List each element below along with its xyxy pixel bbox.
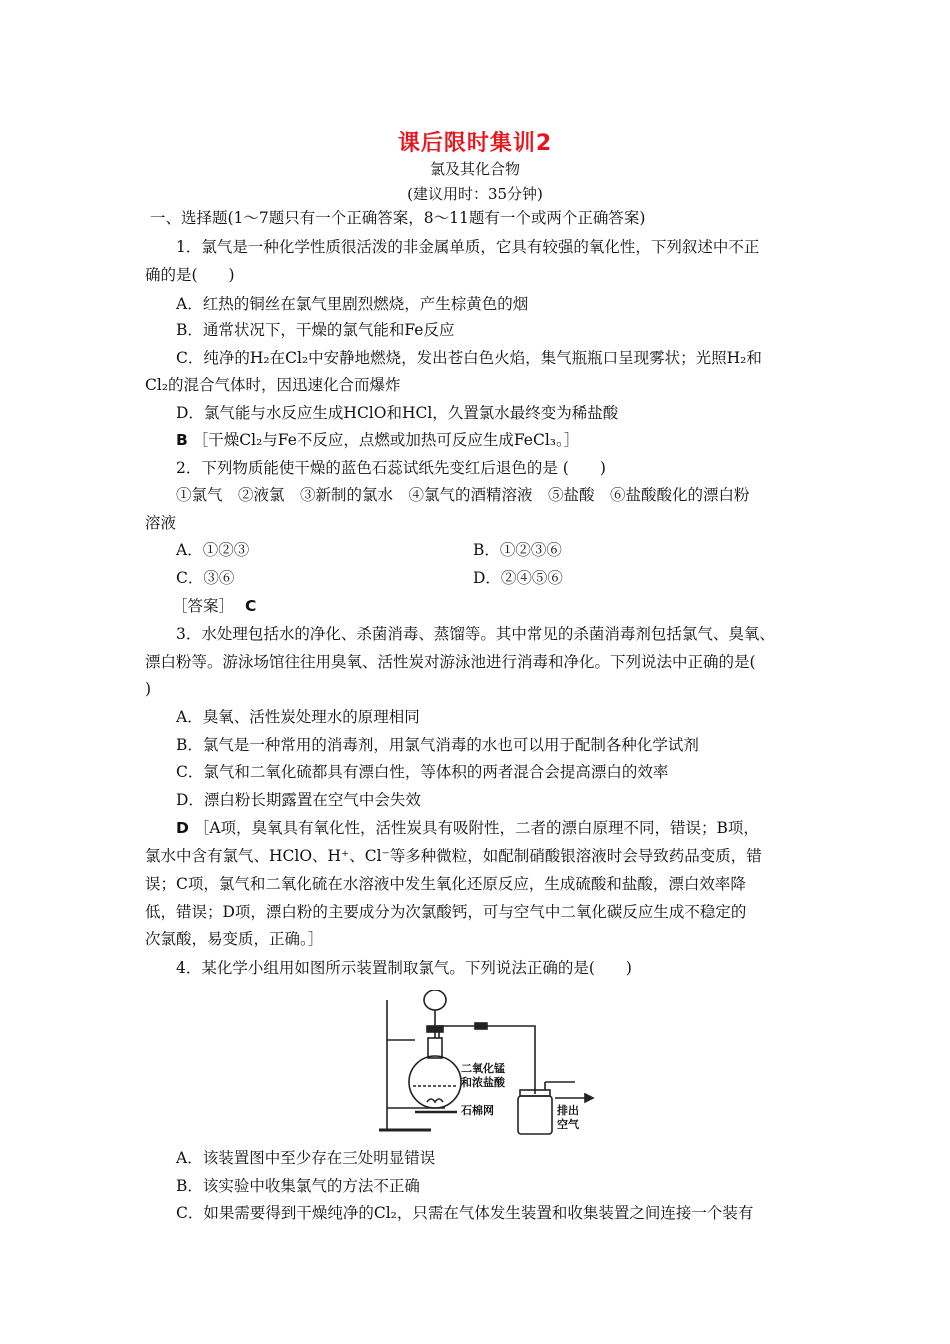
q2-stem: 2．下列物质能使干燥的蓝色石蕊试纸先变红后退色的是 ( ) — [176, 459, 606, 477]
flask-neck — [428, 1038, 442, 1058]
funnel-stopcock — [427, 1026, 443, 1032]
q3-answer — [176, 816, 846, 840]
q3-explanation-line5: 次氯酸，易变质，正确。］ — [145, 930, 324, 948]
label-reagent-2: 和浓盐酸 — [461, 1076, 505, 1089]
q1-option-d: D．氯气能与水反应生成HClO和HCl，久置氯水最终变为稀盐酸 — [176, 404, 619, 422]
label-exhaust-2: 空气 — [557, 1118, 579, 1131]
q3-answer-letter: D — [176, 819, 189, 837]
q1-stem-line2: 确的是( ) — [145, 266, 235, 284]
q1-option-c-line1: C．纯净的H₂在Cl₂中安静地燃烧，发出苍白色火焰，集气瓶瓶口呈现雾状；光照H₂和 — [176, 349, 762, 367]
q1-option-a: A．红热的铜丝在氯气里剧烈燃烧，产生棕黄色的烟 — [176, 295, 529, 313]
q3-option-c: C．氯气和二氧化硫都具有漂白性，等体积的两者混合会提高漂白的效率 — [176, 763, 669, 781]
section-heading: 一、选择题(1～7题只有一个正确答案，8～11题有一个或两个正确答案) — [150, 209, 646, 227]
flame — [427, 1099, 443, 1102]
tube-connector — [475, 1023, 487, 1029]
q2-option-d: D．②④⑤⑥ — [473, 569, 563, 587]
q1-answer-explanation: ［干燥Cl₂与Fe不反应，点燃或加热可反应生成FeCl₃。］ — [192, 431, 580, 449]
q2-option-c: C．③⑥ — [176, 569, 235, 587]
q3-explanation-line4: 低，错误；D项，漂白粉的主要成分为次氯酸钙，可与空气中二氧化碳反应生成不稳定的 — [145, 903, 747, 921]
label-exhaust-1: 排出 — [557, 1104, 579, 1117]
q4-stem: 4．某化学小组用如图所示装置制取氯气。下列说法正确的是( ) — [176, 959, 632, 977]
chlorine-apparatus-figure — [375, 990, 595, 1135]
q4-option-c: C．如果需要得到干燥纯净的Cl₂，只需在气体发生装置和收集装置之间连接一个装有 — [176, 1204, 754, 1222]
flask-body — [409, 1056, 461, 1108]
q3-option-b: B．氯气是一种常用的消毒剂，用氯气消毒的水也可以用于配制各种化学试剂 — [176, 736, 699, 754]
q3-option-d: D．漂白粉长期露置在空气中会失效 — [176, 791, 421, 809]
q2-option-b: B．①②③⑥ — [473, 541, 562, 559]
q3-explanation-line2: 氯水中含有氯气、HClO、H⁺、Cl⁻等多种微粒，如配制硝酸银溶液时会导致药品变质，错 — [145, 847, 762, 865]
label-reagent-1: 二氧化锰 — [461, 1062, 505, 1075]
time-note: (建议用时：35分钟) — [407, 185, 543, 203]
arrow-head — [585, 1094, 593, 1102]
q4-option-b: B．该实验中收集氯气的方法不正确 — [176, 1177, 420, 1195]
page-title: 课后限时集训2 — [397, 131, 553, 156]
q2-option-a: A．①②③ — [176, 541, 250, 559]
q2-items-line1: ①氯气 ②液氯 ③新制的氯水 ④氯气的酒精溶液 ⑤盐酸 ⑥盐酸酸化的漂白粉 — [176, 486, 750, 504]
q2-answer-label: ［答案］ — [172, 597, 235, 615]
funnel-bulb — [424, 990, 446, 1010]
q3-stem-line2: 漂白粉等。游泳场馆往往用臭氧、活性炭对游泳池进行消毒和净化。下列说法中正确的是( — [145, 653, 756, 671]
page-subtitle: 氯及其化合物 — [429, 160, 520, 178]
q2-answer-letter: C — [244, 597, 257, 615]
q1-answer-letter: B — [176, 431, 188, 449]
q1-option-b: B．通常状况下，干燥的氯气能和Fe反应 — [176, 321, 455, 339]
label-gauze: 石棉网 — [461, 1104, 494, 1117]
q1-option-c-line2: Cl₂的混合气体时，因迅速化合而爆炸 — [145, 376, 401, 394]
q3-stem-line3: ) — [145, 680, 152, 698]
q4-option-a: A．该装置图中至少存在三处明显错误 — [176, 1149, 436, 1167]
q2-items-line2: 溶液 — [145, 514, 177, 532]
q3-option-a: A．臭氧、活性炭处理水的原理相同 — [176, 708, 420, 726]
collection-bottle — [518, 1096, 552, 1134]
q1-answer — [176, 428, 846, 452]
q2-answer — [172, 594, 842, 618]
q3-explanation-line1: ［A项，臭氧具有氧化性，活性炭具有吸附性，二者的漂白原理不同，错误；B项， — [193, 819, 759, 837]
q3-stem-line1: 3．水处理包括水的净化、杀菌消毒、蒸馏等。其中常见的杀菌消毒剂包括氯气、臭氧、 — [176, 625, 775, 643]
q1-stem-line1: 1．氯气是一种化学性质很活泼的非金属单质，它具有较强的氧化性，下列叙述中不正 — [176, 238, 760, 256]
q3-explanation-line3: 误；C项，氯气和二氧化硫在水溶液中发生氧化还原反应，生成硫酸和盐酸，漂白效率降 — [145, 875, 746, 893]
